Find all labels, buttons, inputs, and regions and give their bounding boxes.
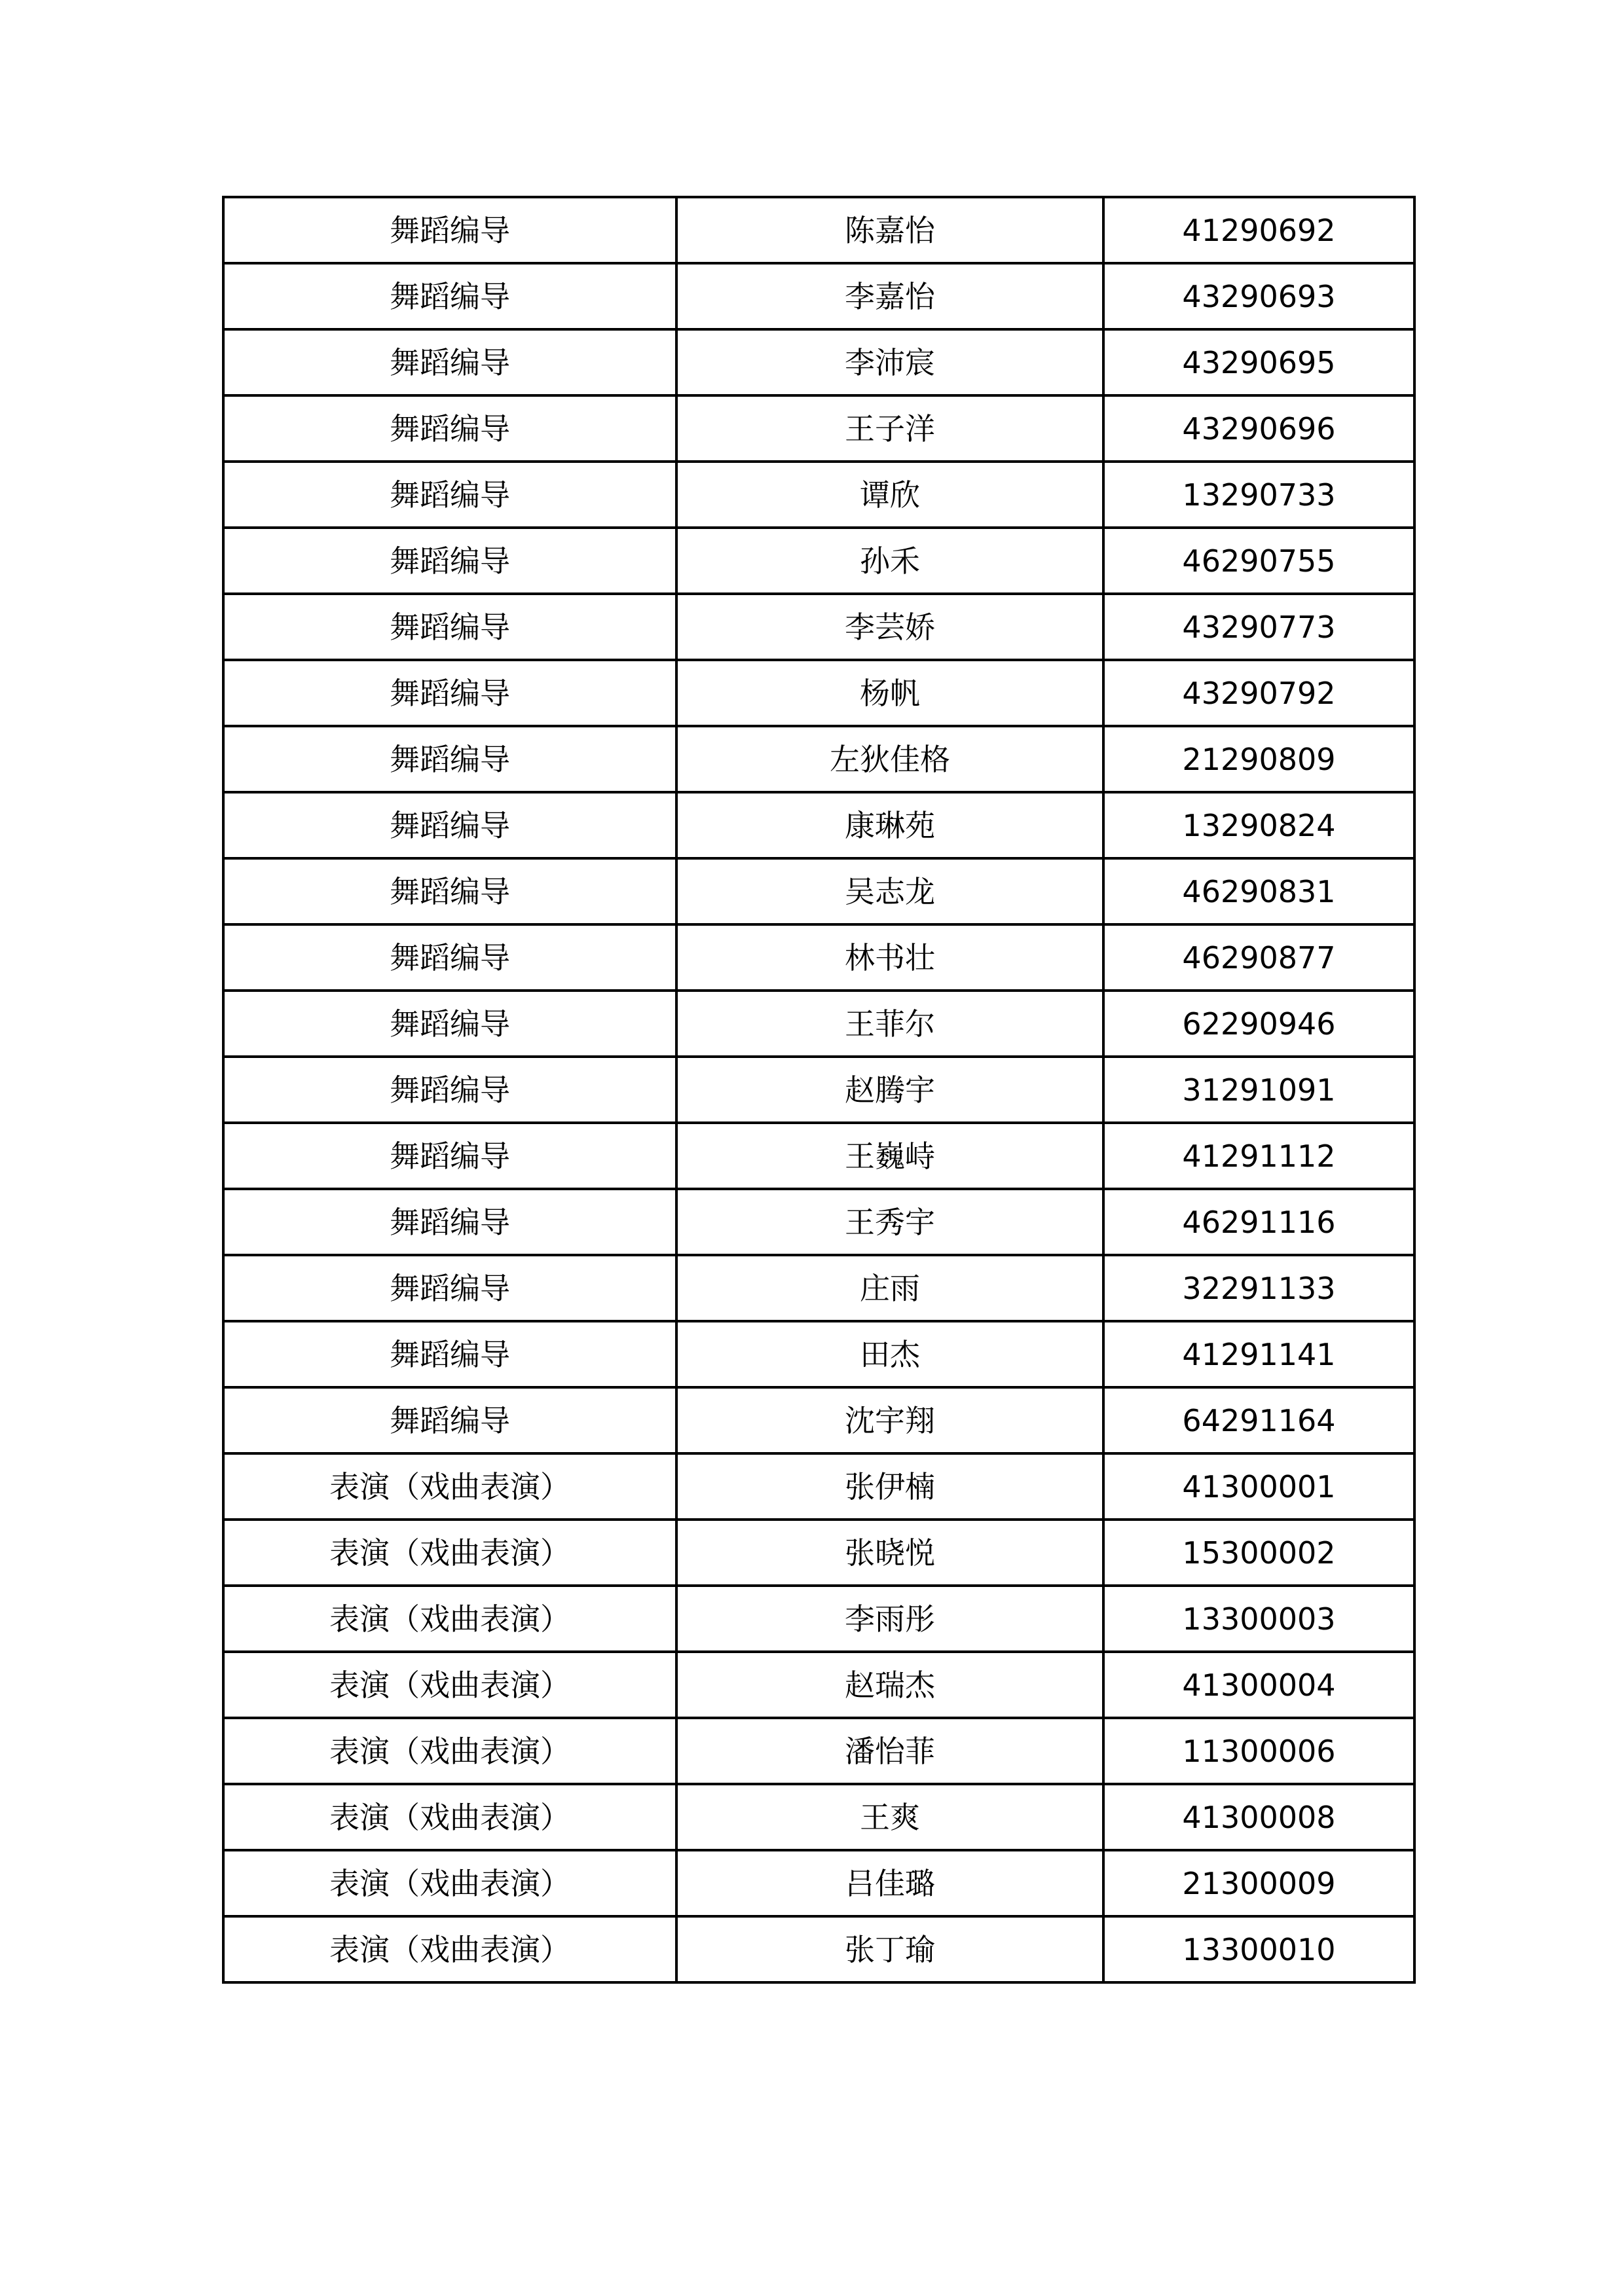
major-cell: 舞蹈编导 xyxy=(223,1387,676,1453)
table-row xyxy=(223,726,1414,792)
name-cell: 潘怡菲 xyxy=(676,1718,1103,1784)
table-row xyxy=(223,1123,1414,1189)
number-cell: 21290809 xyxy=(1103,726,1414,792)
table-row xyxy=(223,1718,1414,1784)
number-cell: 46290831 xyxy=(1103,858,1414,924)
major-cell: 舞蹈编导 xyxy=(223,1123,676,1189)
name-cell: 左狄佳格 xyxy=(676,726,1103,792)
major-cell: 舞蹈编导 xyxy=(223,726,676,792)
number-cell: 41291112 xyxy=(1103,1123,1414,1189)
name-cell: 田杰 xyxy=(676,1321,1103,1387)
number-cell: 41290692 xyxy=(1103,197,1414,263)
name-cell: 王子洋 xyxy=(676,395,1103,462)
table-row xyxy=(223,660,1414,726)
table-row xyxy=(223,1321,1414,1387)
table-row xyxy=(223,1520,1414,1586)
major-cell: 表演（戏曲表演） xyxy=(223,1520,676,1586)
number-cell: 31291091 xyxy=(1103,1057,1414,1123)
table-row xyxy=(223,263,1414,329)
table-row xyxy=(223,1916,1414,1982)
major-cell: 舞蹈编导 xyxy=(223,858,676,924)
number-cell: 41300004 xyxy=(1103,1652,1414,1718)
name-cell: 吕佳璐 xyxy=(676,1850,1103,1916)
number-cell: 64291164 xyxy=(1103,1387,1414,1453)
number-cell: 43290773 xyxy=(1103,594,1414,660)
table-row xyxy=(223,1453,1414,1520)
major-cell: 舞蹈编导 xyxy=(223,991,676,1057)
major-cell: 舞蹈编导 xyxy=(223,1321,676,1387)
name-cell: 庄雨 xyxy=(676,1255,1103,1321)
name-cell: 王秀宇 xyxy=(676,1189,1103,1255)
number-cell: 13290824 xyxy=(1103,792,1414,858)
major-cell: 舞蹈编导 xyxy=(223,924,676,991)
table-row xyxy=(223,1189,1414,1255)
number-cell: 13300010 xyxy=(1103,1916,1414,1982)
number-cell: 15300002 xyxy=(1103,1520,1414,1586)
major-cell: 舞蹈编导 xyxy=(223,1189,676,1255)
number-cell: 46291116 xyxy=(1103,1189,1414,1255)
name-cell: 李嘉怡 xyxy=(676,263,1103,329)
number-cell: 46290755 xyxy=(1103,528,1414,594)
major-cell: 舞蹈编导 xyxy=(223,329,676,395)
table-row xyxy=(223,858,1414,924)
name-cell: 王巍峙 xyxy=(676,1123,1103,1189)
name-cell: 李雨彤 xyxy=(676,1586,1103,1652)
name-cell: 李芸娇 xyxy=(676,594,1103,660)
number-cell: 43290696 xyxy=(1103,395,1414,462)
table-row xyxy=(223,1586,1414,1652)
table-row xyxy=(223,991,1414,1057)
name-cell: 张晓悦 xyxy=(676,1520,1103,1586)
number-cell: 41300001 xyxy=(1103,1453,1414,1520)
major-cell: 舞蹈编导 xyxy=(223,197,676,263)
major-cell: 舞蹈编导 xyxy=(223,1057,676,1123)
major-cell: 舞蹈编导 xyxy=(223,462,676,528)
number-cell: 21300009 xyxy=(1103,1850,1414,1916)
major-cell: 舞蹈编导 xyxy=(223,395,676,462)
number-cell: 43290693 xyxy=(1103,263,1414,329)
number-cell: 46290877 xyxy=(1103,924,1414,991)
name-cell: 杨帆 xyxy=(676,660,1103,726)
major-cell: 舞蹈编导 xyxy=(223,1255,676,1321)
table-row xyxy=(223,1850,1414,1916)
table-row xyxy=(223,792,1414,858)
table-row xyxy=(223,329,1414,395)
major-cell: 表演（戏曲表演） xyxy=(223,1718,676,1784)
table-row xyxy=(223,1057,1414,1123)
name-cell: 康琳苑 xyxy=(676,792,1103,858)
major-cell: 表演（戏曲表演） xyxy=(223,1586,676,1652)
major-cell: 表演（戏曲表演） xyxy=(223,1652,676,1718)
number-cell: 13300003 xyxy=(1103,1586,1414,1652)
name-cell: 孙禾 xyxy=(676,528,1103,594)
number-cell: 62290946 xyxy=(1103,991,1414,1057)
table-row xyxy=(223,395,1414,462)
name-cell: 林书壮 xyxy=(676,924,1103,991)
name-cell: 张伊楠 xyxy=(676,1453,1103,1520)
table-row xyxy=(223,1255,1414,1321)
table-row xyxy=(223,1387,1414,1453)
name-cell: 陈嘉怡 xyxy=(676,197,1103,263)
name-cell: 赵腾宇 xyxy=(676,1057,1103,1123)
major-cell: 表演（戏曲表演） xyxy=(223,1916,676,1982)
candidate-table-body xyxy=(223,197,1414,1982)
name-cell: 沈宇翔 xyxy=(676,1387,1103,1453)
table-row xyxy=(223,924,1414,991)
number-cell: 11300006 xyxy=(1103,1718,1414,1784)
major-cell: 舞蹈编导 xyxy=(223,263,676,329)
number-cell: 13290733 xyxy=(1103,462,1414,528)
major-cell: 表演（戏曲表演） xyxy=(223,1453,676,1520)
table-row xyxy=(223,197,1414,263)
major-cell: 舞蹈编导 xyxy=(223,594,676,660)
major-cell: 表演（戏曲表演） xyxy=(223,1784,676,1850)
number-cell: 41291141 xyxy=(1103,1321,1414,1387)
number-cell: 43290695 xyxy=(1103,329,1414,395)
table-row xyxy=(223,594,1414,660)
major-cell: 舞蹈编导 xyxy=(223,792,676,858)
name-cell: 李沛宸 xyxy=(676,329,1103,395)
number-cell: 43290792 xyxy=(1103,660,1414,726)
major-cell: 舞蹈编导 xyxy=(223,660,676,726)
major-cell: 舞蹈编导 xyxy=(223,528,676,594)
table-row xyxy=(223,1784,1414,1850)
name-cell: 张丁瑜 xyxy=(676,1916,1103,1982)
table-row xyxy=(223,528,1414,594)
number-cell: 32291133 xyxy=(1103,1255,1414,1321)
table-row xyxy=(223,462,1414,528)
number-cell: 41300008 xyxy=(1103,1784,1414,1850)
table-row xyxy=(223,1652,1414,1718)
name-cell: 赵瑞杰 xyxy=(676,1652,1103,1718)
name-cell: 王爽 xyxy=(676,1784,1103,1850)
name-cell: 王菲尔 xyxy=(676,991,1103,1057)
major-cell: 表演（戏曲表演） xyxy=(223,1850,676,1916)
name-cell: 谭欣 xyxy=(676,462,1103,528)
name-cell: 吴志龙 xyxy=(676,858,1103,924)
candidate-table xyxy=(222,196,1416,1984)
